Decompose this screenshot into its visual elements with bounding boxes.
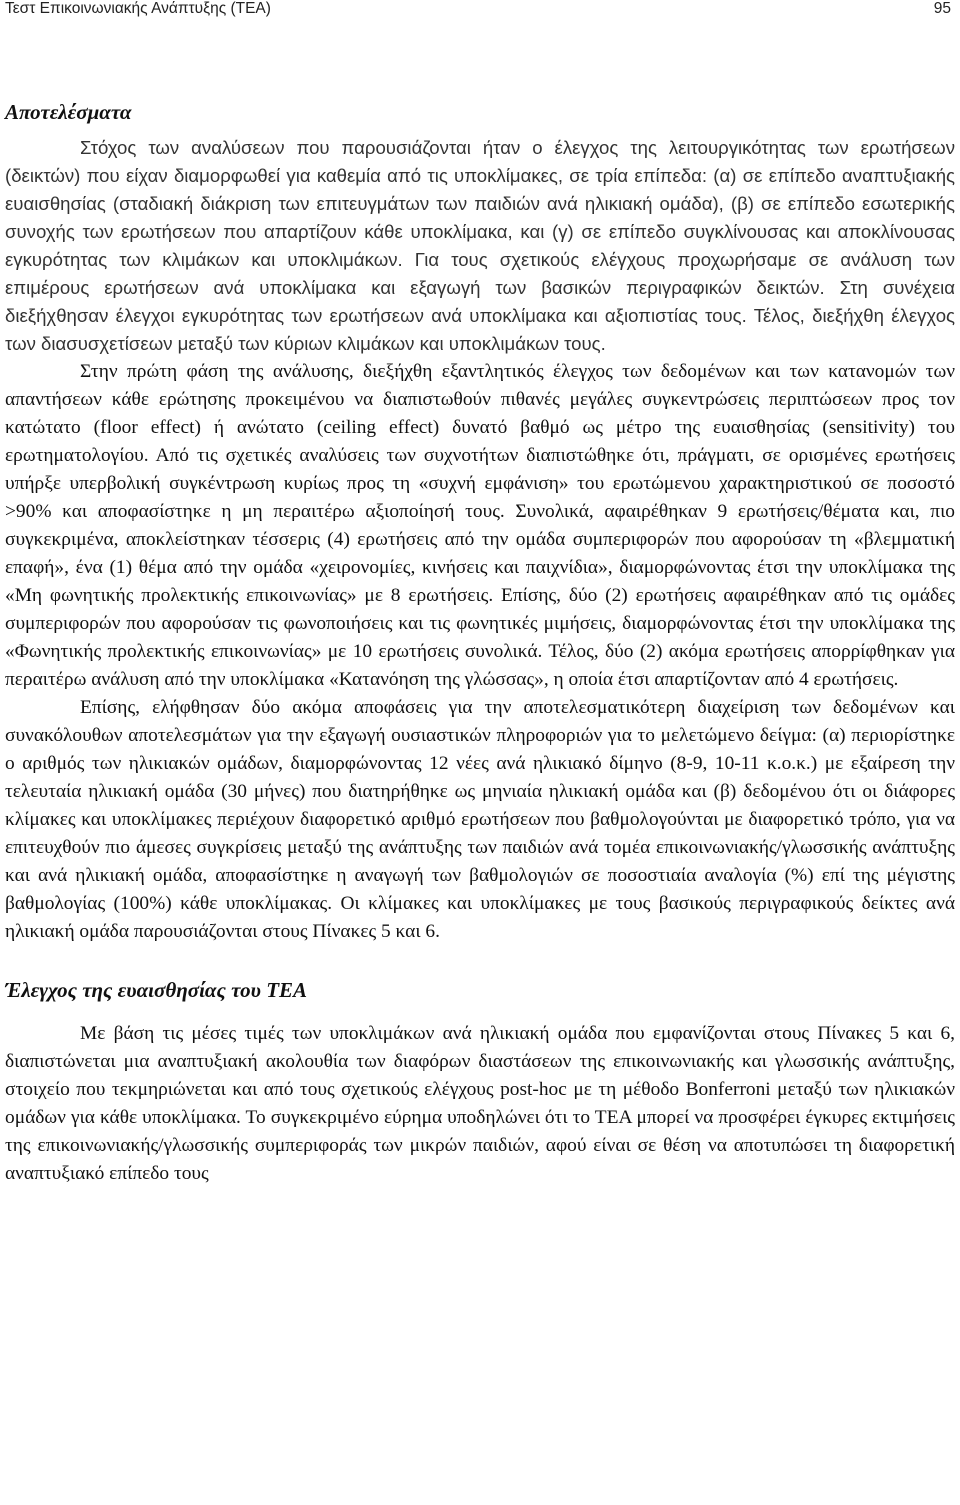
- document-body: [5, 98, 955, 1188]
- results-paragraph: Επίσης, ελήφθησαν δύο ακόμα αποφάσεις για την αποτελεσματικότερη διαχείριση των δεδομένων και συνακόλουθων αποτελεσμάτων για την εξαγωγή ουσιαστικών πληροφοριών για το μελετώμενο δείγμα: (α) περιορίστηκε ο αριθμός των ηλικιακών ομάδων, διαμορφώνοντας 12 νέες ανά ηλικιακό δίμηνο (8-9, 10-11 κ.ο.κ.) με εξαίρεση την τελευταία ηλικιακή ομάδα (30 μήνες) που διατηρήθηκε ως μηνιαία ηλικιακή ομάδα και (β) δεδομένου ότι οι διάφορες κλίμακες και υποκλίμακες περιέχουν διαφορετικό αριθμό ερωτήσεων που βαθμολογούνται με διαφορετικό τρόπο, για να επιτευχθούν πιο άμεσες συγκρίσεις μεταξύ της ανάπτυξης των παιδιών ανά τομέα επικοινωνιακής/γλωσσικής ανάπτυξης και ανά ηλικιακή ομάδα, αποφασίστηκε η αναγωγή των βαθμολογιών σε ποσοστιαία αναλογία (%) επί της μέγιστης βαθμολογίας (100%) κάθε υποκλίμακας. Οι κλίμακες και υποκλίμακες με τους βασικούς περιγραφικούς δείκτες ανά ηλικιακή ομάδα παρουσιάζονται στους Πίνακες 5 και 6.: [5, 697, 955, 942]
- sensitivity-paragraph: Με βάση τις μέσες τιμές των υποκλιμάκων ανά ηλικιακή ομάδα που εμφανίζονται στους Πίνακες 5 και 6, διαπιστώνεται μια αναπτυξιακή ακολουθία των διαφόρων διαστάσεων της επικοινωνιακής και γλωσσικής ανάπτυξης, στοιχείο που τεκμηριώνεται και από τους σχετικούς ελέγχους post-hoc με τη μέθοδο Bonferroni μεταξύ των ηλικιακών ομάδων για κάθε υποκλίμακα. Το συγκεκριμένο εύρημα υποδηλώνει ότι το ΤΕΑ μπορεί να προσφέρει έγκυρες εκτιμήσεις της επικοινωνιακής/γλωσσικής συμπεριφοράς των μικρών παιδιών, αφού είναι σε θέση να αποτυπώσει τη διαφορετική αναπτυξιακό επίπεδο τους: [5, 1023, 955, 1184]
- results-paragraph: Στην πρώτη φάση της ανάλυσης, διεξήχθη εξαντλητικός έλεγχος των δεδομένων και των κατανομών των απαντήσεων κάθε ερώτησης προκειμένου να διαπιστωθούν πιθανές μεγάλες συγκεντρώσεις περιπτώσεων προς τον κατώτατο (floor effect) ή ανώτατο (ceiling effect) δυνατό βαθμό ως μέτρο της ευαισθησίας (sensitivity) του ερωτηματολογίου. Από τις σχετικές αναλύσεις των συχνοτήτων διαπιστώθηκε ότι, πράγματι, σε ορισμένες ερωτήσεις υπήρξε υπερβολική συγκέντρωση κυρίως προς τη «συχνή εμφάνιση» του ερωτώμενου χαρακτηριστικού σε ποσοστό >90% και αποφασίστηκε η μη περαιτέρω αξιοποίησή τους. Συνολικά, αφαιρέθηκαν 9 ερωτήσεις/θέματα και, πιο συγκεκριμένα, αποκλείστηκαν τέσσερις (4) ερωτήσεις από την ομάδα συμπεριφορών που αφορούσαν τη «βλεμματική επαφή», ένα (1) θέμα από την ομάδα «χειρονομίες, κινήσεις και παιχνίδια», διαμορφώνοντας έτσι την υποκλίμακα της «Μη φωνητικής προλεκτικής επικοινωνίας» με 8 ερωτήσεις. Επίσης, δύο (2) ερωτήσεις αφαιρέθηκαν από τις ομάδες συμπεριφορών που αφορούσαν τις φωνοποιήσεις και τις φωνητικές μιμήσεις, διαμορφώνοντας έτσι την υποκλίμακα της «Φωνητικής προλεκτικής επικοινωνίας» με 10 ερωτήσεις συνολικά. Τέλος, δύο (2) ακόμα ερωτήσεις απορρίφθηκαν για περαιτέρω ανάλυση από την υποκλίμακα «Κατανόηση της γλώσσας», η οποία έτσι απαρτίζονταν από 4 ερωτήσεις.: [5, 361, 955, 690]
- section-heading-sensitivity: Έλεγχος της ευαισθησίας του ΤΕΑ: [5, 978, 308, 1002]
- results-paragraph: Στόχος των αναλύσεων που παρουσιάζονται ήταν ο έλεγχος της λειτουργικότητας των ερωτήσεων (δεικτών) που είχαν διαμορφωθεί για καθεμία από τις υποκλίμακες, σε τρία επίπεδα: (α) σε επίπεδο αναπτυξιακής ευαισθησίας (σταδιακή διάκριση των επιτευγμάτων των παιδιών ανά ηλικιακή ομάδα), (β) σε επίπεδο εσωτερικής συνοχής των ερωτήσεων που απαρτίζουν κάθε υποκλίμακα, και (γ) σε επίπεδο συγκλίνουσας και αποκλίνουσας εγκυρότητας των κλιμάκων και υποκλιμάκων. Για τους σχετικούς ελέγχους προχωρήσαμε σε ανάλυση των επιμέρους ερωτήσεων ανά υποκλίμακα και εξαγωγή των βασικών περιγραφικών δεικτών. Στη συνέχεια διεξήχθησαν έλεγχοι εγκυρότητας των ερωτήσεων ανά υποκλίμακα και αξιοπιστίας τους. Τέλος, διεξήχθη έλεγχος των διασυσχετίσεων μεταξύ των κύριων κλιμάκων και υποκλιμάκων τους.: [5, 137, 955, 354]
- section-heading-results: Αποτελέσματα: [5, 100, 132, 124]
- running-header: [5, 0, 955, 18]
- page-number: 95: [933, 0, 951, 17]
- running-header-title: Τεστ Επικοινωνιακής Ανάπτυξης (ΤΕΑ): [5, 0, 271, 17]
